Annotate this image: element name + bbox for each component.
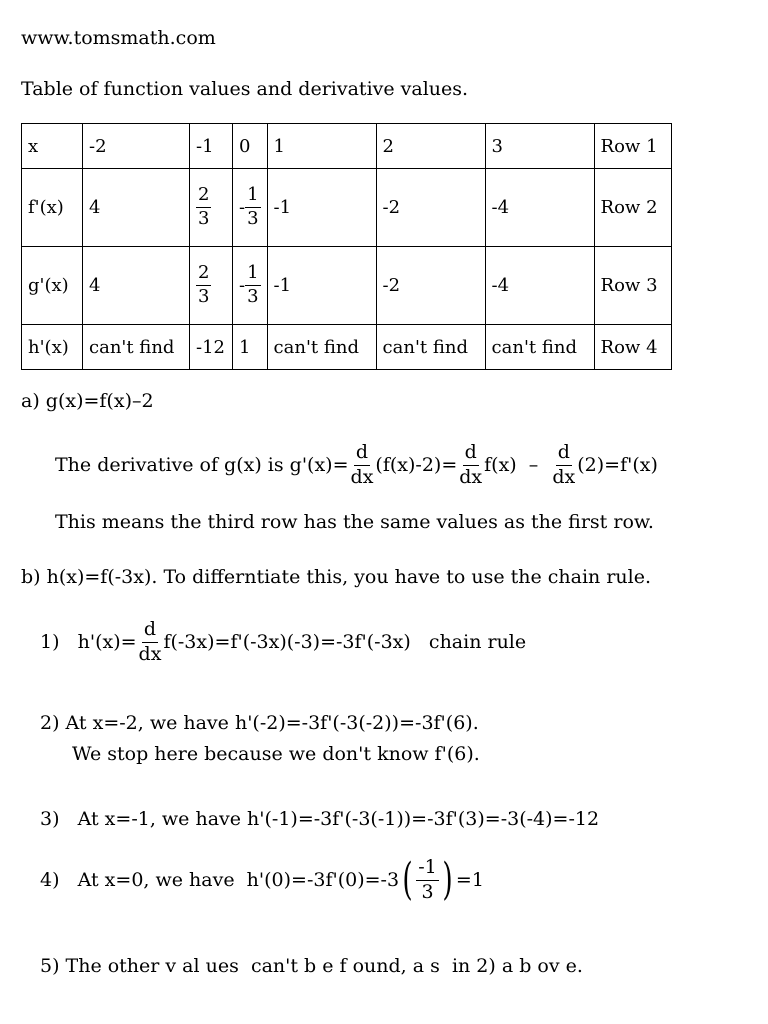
table-row <box>22 247 672 325</box>
part-b-label: b) h(x)=f(-3x). To differntiate this, you have to use the chain rule. <box>21 566 651 588</box>
row-label: x <box>22 124 83 169</box>
table-row <box>22 124 672 169</box>
table-cell: -1 <box>267 169 376 247</box>
fraction: $\frac{-1}{3}$ <box>418 856 437 903</box>
table-row <box>22 169 672 247</box>
part-b-step-3: 3) At x=-1, we have h'(-1)=-3f'(-3(-1))=-3f'(3)=-3(-4)=-12 <box>40 808 600 830</box>
part-a-conclusion: This means the third row has the same values as the first row. <box>55 511 654 533</box>
derivative-text: f(x) – <box>484 454 551 477</box>
table-cell: 0 <box>233 124 268 169</box>
d-dx-fraction: $\frac{d}{dx}$ <box>552 441 576 488</box>
table-cell: -4 <box>485 169 594 247</box>
row-label: h'(x) <box>22 325 83 370</box>
table-cell: can't find <box>267 325 376 370</box>
table-cell: can't find <box>83 325 190 370</box>
table-cell: -12 <box>190 325 233 370</box>
table-cell: -2 <box>376 247 485 325</box>
table-cell: -2 <box>376 169 485 247</box>
part-a-label: a) g(x)=f(x)–2 <box>21 390 154 412</box>
table-cell: 4 <box>83 169 190 247</box>
part-b-step-5: 5) The other v al ues can't b e f ound, a s in 2) a b ov e. <box>40 955 583 977</box>
part-a-derivative <box>55 443 658 488</box>
table-cell: 1 <box>233 325 268 370</box>
d-dx-fraction: $\frac{d}{dx}$ <box>350 441 374 488</box>
derivative-text: The derivative of g(x) is g'(x)= <box>55 454 349 477</box>
derivative-text: (f(x)-2)= <box>375 454 458 477</box>
row-tag: Row 3 <box>594 247 671 325</box>
table-cell: can't find <box>485 325 594 370</box>
table-cell: -4 <box>485 247 594 325</box>
heading: Table of function values and derivative values. <box>21 78 469 100</box>
part-b-step-1 <box>40 620 526 665</box>
table-cell: $\frac{2}{3}$ <box>190 169 233 247</box>
derivative-text: (2)=f'(x) <box>577 454 658 477</box>
step-text: f(-3x)=f'(-3x)(-3)=-3f'(-3x) chain rule <box>163 631 527 654</box>
row-label: g'(x) <box>22 247 83 325</box>
left-paren: ( <box>402 854 413 906</box>
values-table <box>21 123 672 370</box>
table-cell: 2 <box>376 124 485 169</box>
part-b-step-2-line-1: 2) At x=-2, we have h'(-2)=-3f'(-3(-2))=-3f'(6). <box>40 712 479 734</box>
table-cell: 4 <box>83 247 190 325</box>
table-cell: 1 <box>267 124 376 169</box>
row-label: f'(x) <box>22 169 83 247</box>
step-text: 1) h'(x)= <box>40 631 137 654</box>
table-row <box>22 325 672 370</box>
d-dx-fraction: $\frac{d}{dx}$ <box>138 618 162 665</box>
table-cell: - $\frac{1}{3}$ <box>233 247 268 325</box>
table-cell: -1 <box>267 247 376 325</box>
d-dx-fraction: $\frac{d}{dx}$ <box>459 441 483 488</box>
row-tag: Row 1 <box>594 124 671 169</box>
site-url: www.tomsmath.com <box>21 27 216 49</box>
table-cell: -1 <box>190 124 233 169</box>
right-paren: ) <box>442 854 453 906</box>
part-b-step-4 <box>40 854 484 906</box>
table-cell: can't find <box>376 325 485 370</box>
row-tag: Row 4 <box>594 325 671 370</box>
row-tag: Row 2 <box>594 169 671 247</box>
table-cell: -2 <box>83 124 190 169</box>
part-b-step-2-line-2: We stop here because we don't know f'(6). <box>72 743 480 765</box>
step-text: 4) At x=0, we have h'(0)=-3f'(0)=-3 <box>40 869 400 892</box>
step-text: =1 <box>455 869 484 892</box>
table-cell: - $\frac{1}{3}$ <box>233 169 268 247</box>
table-cell: $\frac{2}{3}$ <box>190 247 233 325</box>
table-cell: 3 <box>485 124 594 169</box>
